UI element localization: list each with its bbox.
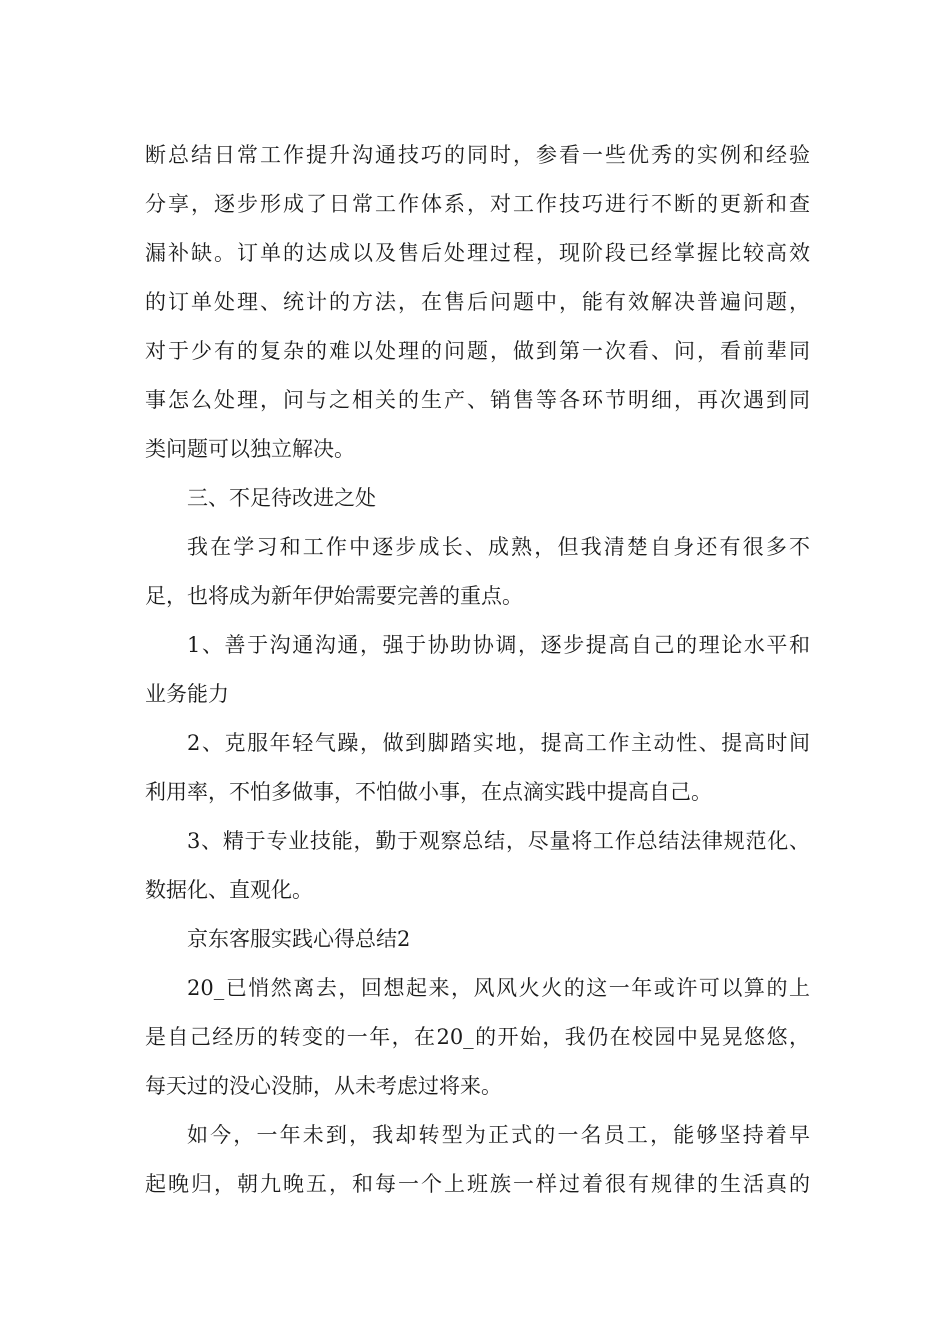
text-line: 漏补缺。订单的达成以及售后处理过程，现阶段已经掌握比较高效 xyxy=(145,241,810,265)
document-body xyxy=(145,131,810,1209)
list-item-line: 2、克服年轻气躁，做到脚踏实地，提高工作主动性、提高时间 xyxy=(187,731,810,755)
text-line: 断总结日常工作提升沟通技巧的同时，参看一些优秀的实例和经验 xyxy=(145,143,810,167)
text-line: 的订单处理、统计的方法，在售后问题中，能有效解决普遍问题， xyxy=(145,290,810,314)
text-line: 如今，一年未到，我却转型为正式的一名员工，能够坚持着早 xyxy=(187,1123,810,1147)
text-line: 20_已悄然离去，回想起来，风风火火的这一年或许可以算的上 xyxy=(187,976,810,1000)
text-line: 是自己经历的转变的一年，在20_的开始，我仍在校园中晃晃悠悠， xyxy=(145,1025,810,1049)
text-line: 类问题可以独立解决。 xyxy=(145,437,355,461)
text-line: 我在学习和工作中逐步成长、成熟，但我清楚自身还有很多不 xyxy=(187,535,810,559)
section-heading: 三、不足待改进之处 xyxy=(187,486,376,510)
list-item-line: 3、精于专业技能，勤于观察总结，尽量将工作总结法律规范化、 xyxy=(187,829,810,853)
list-item-line: 数据化、直观化。 xyxy=(145,878,313,902)
section-title: 京东客服实践心得总结2 xyxy=(187,927,411,951)
text-line: 分享，逐步形成了日常工作体系，对工作技巧进行不断的更新和查 xyxy=(145,192,810,216)
text-line: 对于少有的复杂的难以处理的问题，做到第一次看、问，看前辈同 xyxy=(145,339,810,363)
text-line: 起晚归，朝九晚五，和每一个上班族一样过着很有规律的生活真的 xyxy=(145,1172,810,1196)
text-line: 足，也将成为新年伊始需要完善的重点。 xyxy=(145,584,523,608)
list-item-line: 利用率，不怕多做事，不怕做小事，在点滴实践中提高自己。 xyxy=(145,780,712,804)
text-line: 每天过的没心没肺，从未考虑过将来。 xyxy=(145,1074,502,1098)
list-item-line: 1、善于沟通沟通，强于协助协调，逐步提高自己的理论水平和 xyxy=(187,633,810,657)
text-line: 事怎么处理，问与之相关的生产、销售等各环节明细，再次遇到同 xyxy=(145,388,810,412)
list-item-line: 业务能力 xyxy=(145,682,229,706)
